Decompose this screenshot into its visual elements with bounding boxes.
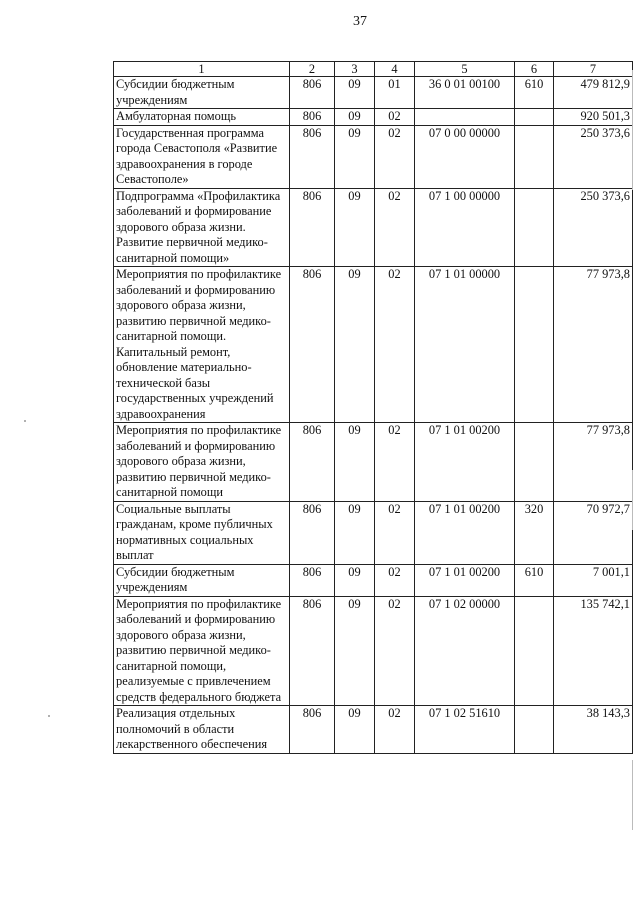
expense-kind [515, 109, 554, 126]
amount: 77 973,8 [554, 423, 633, 502]
expense-kind [515, 706, 554, 754]
section-code: 09 [335, 501, 375, 564]
ministry-code: 806 [290, 423, 335, 502]
target-code: 07 1 00 00000 [415, 188, 515, 267]
table-row [114, 109, 633, 126]
amount: 250 373,6 [554, 188, 633, 267]
ministry-code: 806 [290, 706, 335, 754]
subsection-code: 02 [375, 125, 415, 188]
amount: 135 742,1 [554, 596, 633, 706]
ministry-code: 806 [290, 77, 335, 109]
expense-kind [515, 267, 554, 423]
target-code: 07 1 02 00000 [415, 596, 515, 706]
item-name: Мероприятия по профилактике заболеваний и формированию здорового образа жизни, развитию первичной медико-санитарной помощи, реализуемые с привлечением средств федерального бюджета [114, 596, 290, 706]
table-row [114, 267, 633, 423]
table-row [114, 501, 633, 564]
expense-kind: 320 [515, 501, 554, 564]
subsection-code: 02 [375, 564, 415, 596]
subsection-code: 02 [375, 267, 415, 423]
page-number: 37 [353, 14, 367, 29]
amount: 70 972,7 [554, 501, 633, 564]
item-name: Государственная программа города Севастополя «Развитие здравоохранения в городе Севастополе» [114, 125, 290, 188]
table-row [114, 706, 633, 754]
subsection-code: 02 [375, 596, 415, 706]
item-name: Субсидии бюджетным учреждениям [114, 564, 290, 596]
ministry-code: 806 [290, 125, 335, 188]
amount: 38 143,3 [554, 706, 633, 754]
column-header: 1 [114, 62, 290, 77]
section-code: 09 [335, 267, 375, 423]
section-code: 09 [335, 706, 375, 754]
column-header: 2 [290, 62, 335, 77]
amount: 250 373,6 [554, 125, 633, 188]
ministry-code: 806 [290, 501, 335, 564]
amount: 7 001,1 [554, 564, 633, 596]
target-code [415, 109, 515, 126]
item-name: Субсидии бюджетным учреждениям [114, 77, 290, 109]
item-name: Мероприятия по профилактике заболеваний и формированию здорового образа жизни, развитию первичной медико-санитарной помощи [114, 423, 290, 502]
ministry-code: 806 [290, 267, 335, 423]
section-code: 09 [335, 125, 375, 188]
ministry-code: 806 [290, 188, 335, 267]
amount: 77 973,8 [554, 267, 633, 423]
ministry-code: 806 [290, 109, 335, 126]
target-code: 07 1 01 00200 [415, 423, 515, 502]
section-code: 09 [335, 77, 375, 109]
table-row [114, 188, 633, 267]
section-code: 09 [335, 564, 375, 596]
scan-speck [48, 715, 50, 717]
expense-kind [515, 188, 554, 267]
item-name: Реализация отдельных полномочий в области лекарственного обеспечения [114, 706, 290, 754]
scan-edge-line [632, 70, 633, 190]
expense-kind [515, 423, 554, 502]
expense-kind [515, 596, 554, 706]
amount: 920 501,3 [554, 109, 633, 126]
subsection-code: 02 [375, 109, 415, 126]
target-code: 07 0 00 00000 [415, 125, 515, 188]
table-row [114, 125, 633, 188]
column-header: 4 [375, 62, 415, 77]
subsection-code: 02 [375, 188, 415, 267]
subsection-code: 02 [375, 706, 415, 754]
subsection-code: 02 [375, 501, 415, 564]
scan-edge-line [632, 470, 633, 530]
expense-kind: 610 [515, 564, 554, 596]
target-code: 36 0 01 00100 [415, 77, 515, 109]
amount: 479 812,9 [554, 77, 633, 109]
section-code: 09 [335, 188, 375, 267]
item-name: Социальные выплаты гражданам, кроме публичных нормативных социальных выплат [114, 501, 290, 564]
expense-kind [515, 125, 554, 188]
section-code: 09 [335, 596, 375, 706]
table-row [114, 564, 633, 596]
column-header: 3 [335, 62, 375, 77]
ministry-code: 806 [290, 564, 335, 596]
budget-table [113, 61, 633, 754]
subsection-code: 02 [375, 423, 415, 502]
item-name: Амбулаторная помощь [114, 109, 290, 126]
column-header: 6 [515, 62, 554, 77]
item-name: Мероприятия по профилактике заболеваний и формированию здорового образа жизни, развитию первичной медико-санитарной помощи. Капитальный ремонт, обновление материально-технической базы государственных учреждений здравоохранения [114, 267, 290, 423]
section-code: 09 [335, 423, 375, 502]
subsection-code: 01 [375, 77, 415, 109]
header-row [114, 62, 633, 77]
target-code: 07 1 01 00000 [415, 267, 515, 423]
table-row [114, 423, 633, 502]
column-header: 7 [554, 62, 633, 77]
item-name: Подпрограмма «Профилактика заболеваний и формирование здорового образа жизни. Развитие первичной медико-санитарной помощи» [114, 188, 290, 267]
target-code: 07 1 02 51610 [415, 706, 515, 754]
section-code: 09 [335, 109, 375, 126]
column-header: 5 [415, 62, 515, 77]
expense-kind: 610 [515, 77, 554, 109]
scan-edge-line [632, 760, 633, 830]
table-row [114, 77, 633, 109]
target-code: 07 1 01 00200 [415, 564, 515, 596]
target-code: 07 1 01 00200 [415, 501, 515, 564]
scan-speck [24, 420, 26, 422]
table-row [114, 596, 633, 706]
ministry-code: 806 [290, 596, 335, 706]
